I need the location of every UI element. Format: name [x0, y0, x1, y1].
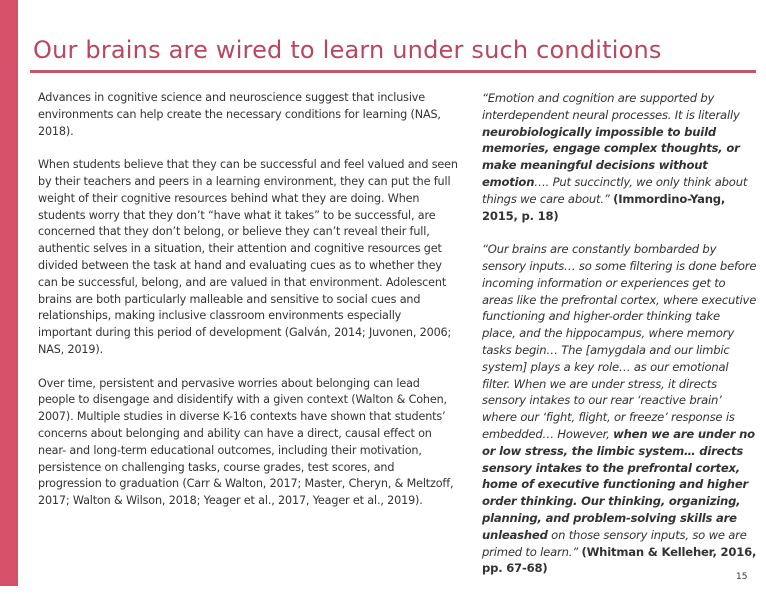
title-underline — [30, 70, 756, 73]
quote-emphasis: when we are under no or low stress, the limbic system… directs sensory intakes to the prefrontal cortex, home of executive functioning and higher order thinking. Our thinking, organizing, planning, and problem-solving skills are unleashed — [482, 426, 755, 542]
quote-text: …. Put succinctly, we only think about things we care about.” — [482, 174, 748, 206]
quote-text: “Our brains are constantly bombarded by sensory inputs… so some filtering is done before incoming information or experiences get to areas like the prefrontal cortex, where executive functioning and higher-order thinking take place, and the hippocampus, where memory tasks begin… The [amygdala and our limbic system] plays a key role… as our emotional filter. When we are under stress, it directs sensory intakes to our rear ‘reactive brain’ where our ‘fight, flight, or freeze’ response is embedded… However, — [482, 242, 757, 441]
quote-text: “Emotion and cognition are supported by interdependent neural processes. It is literally — [482, 91, 740, 122]
paragraph: When students believe that they can be successful and feel valued and seen by their teachers and peers in a learning environment, they can put the full weight of their cognitive resources behind what they are doing. When students worry that they don’t “have what it takes” to be successful, are concerned that they don’t belong, or believe they can’t reveal their full, authentic selves in a situation, their attention and cognitive resources get divided between the task at hand and evaluating cues as to whether they can be successful, belong, and are valued in that environment. Adolescent brains are both particularly malleable and sensitive to social cues and relationships, making inclusive classroom environments especially important during this period of development (Galván, 2014; Juvonen, 2006; NAS, 2019). — [38, 158, 458, 356]
page-number: 15 — [736, 572, 748, 582]
paragraph: Over time, persistent and pervasive worries about belonging can lead people to disengage and disidentify with a given context (Walton & Cohen, 2007). Multiple studies in diverse K-16 contexts have shown that students’ concerns about belonging and ability can have a direct, causal effect on near- and long-term educational outcomes, including their motivation, persistence on challenging tasks, course grades, test scores, and progression to graduation (Carr & Walton, 2017; Master, Cheryn, & Meltzoff, 2017; Walton & Wilson, 2018; Yeager et al., 2017, Yeager et al., 2019). — [38, 376, 454, 508]
quote-text: on those sensory inputs, so we are primed to learn.” — [482, 527, 747, 559]
paragraph: Advances in cognitive science and neuroscience suggest that inclusive environments can help create the necessary conditions for learning (NAS, 2018). — [38, 91, 441, 138]
body-text — [38, 90, 458, 527]
quote-whitman-kelleher — [482, 241, 757, 577]
slide-title: Our brains are wired to learn under such conditions — [33, 36, 662, 64]
quote-citation: (Immordino-Yang, 2015, p. 18) — [482, 191, 726, 223]
quote-immordino-yang — [482, 90, 757, 224]
quote-citation: (Whitman & Kelleher, 2016, pp. 67-68) — [482, 544, 757, 576]
accent-bar — [0, 0, 18, 586]
quotes-column — [482, 90, 757, 594]
quote-emphasis: neurobiologically impossible to build memories, engage complex thoughts, or make meaningful decisions without emotion — [482, 124, 740, 189]
